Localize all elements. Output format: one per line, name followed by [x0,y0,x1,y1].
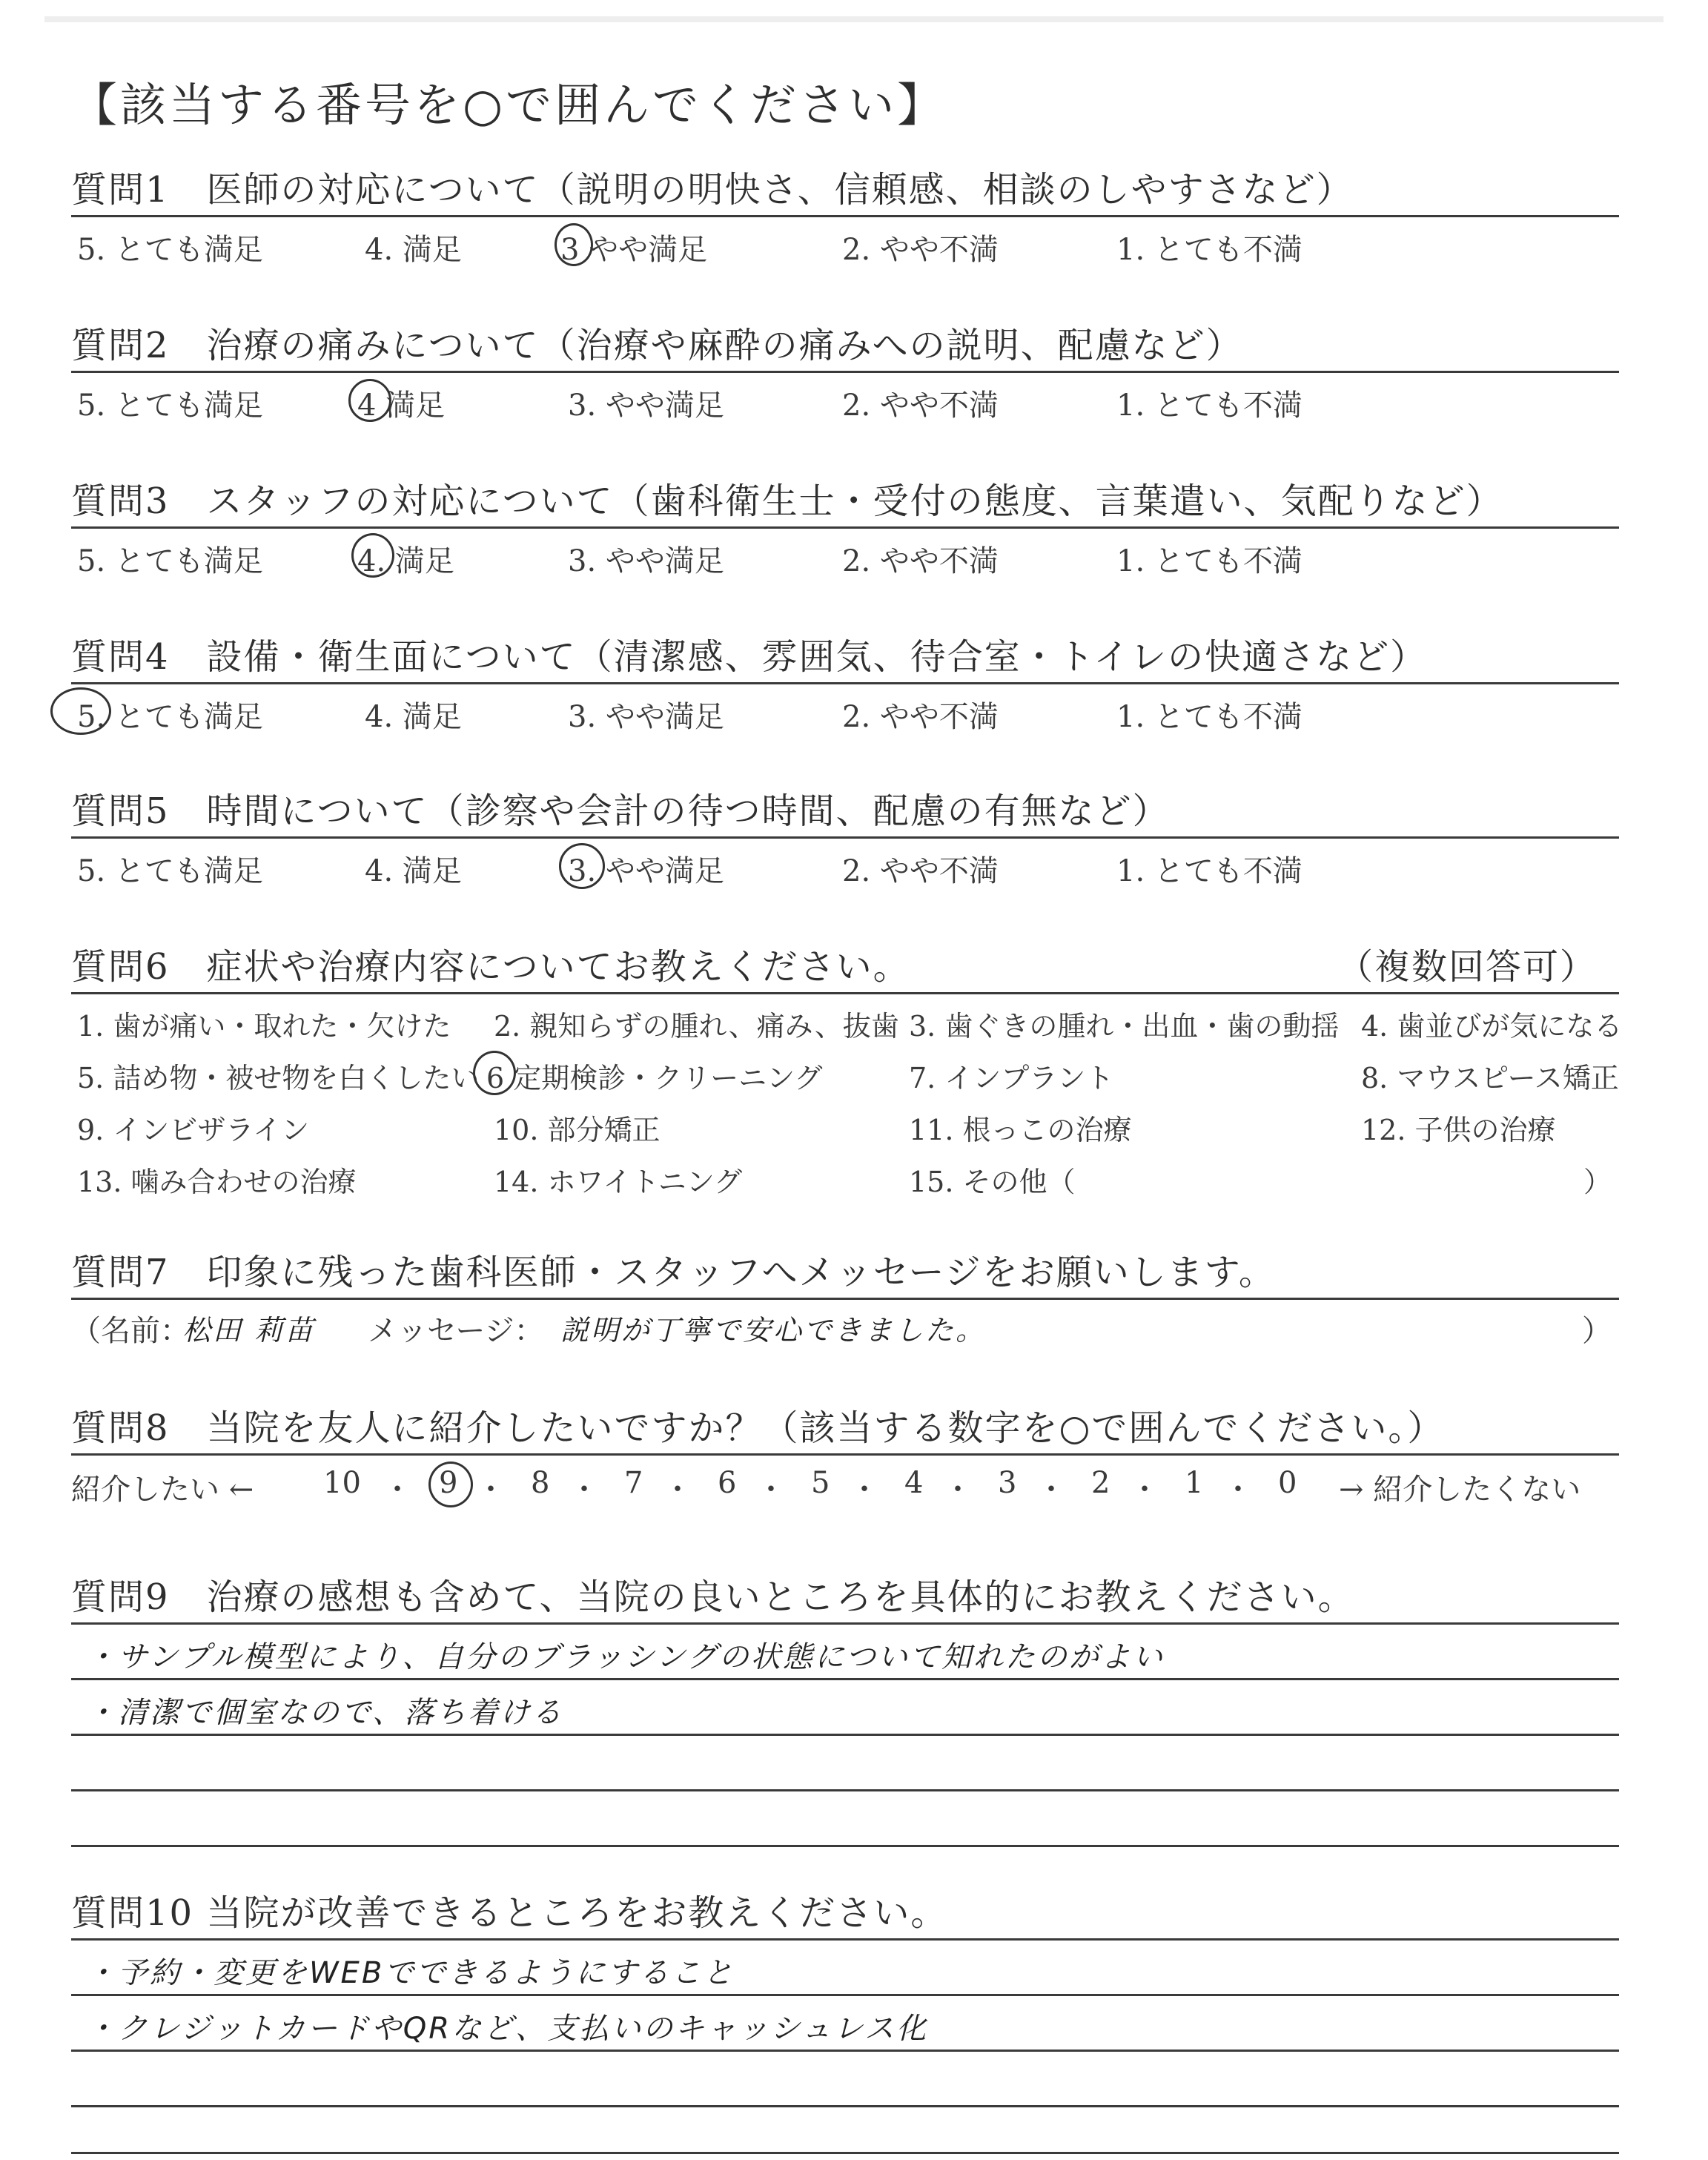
scale-left-label: 紹介したい ← [71,1473,254,1507]
answer-text: ・サンプル模型により、自分のブラッシングの状態について知れたのがよい [86,1640,1165,1674]
option-4[interactable]: 4. 満足 [365,233,462,267]
question-3-title: 質問3 スタッフの対応について（歯科衛生士・受付の態度、言葉遣い、気配りなど） [71,480,1503,522]
scale-3[interactable]: 3 [998,1466,1017,1500]
question-3 [71,476,1619,587]
scale-right-label: → 紹介したくない [1339,1473,1581,1507]
question-9-title: 質問9 治療の感想も含めて、当院の良いところを具体的にお教えください。 [71,1576,1355,1618]
message-field[interactable]: 説明が丁寧で安心できました。 [560,1314,987,1347]
option-4[interactable]: 4. 満足 [365,700,462,734]
question-5-options [71,839,1619,896]
answer-line[interactable] [71,1625,1619,1680]
option-5[interactable]: 5. とても満足 [77,854,263,888]
scale-2[interactable]: 2 [1091,1466,1110,1500]
question-10 [71,1888,1619,2154]
answer-line[interactable] [71,1680,1619,1736]
scale-7[interactable]: 7 [624,1466,643,1500]
question-6-title [71,942,1619,992]
scale-1[interactable]: 1 [1185,1466,1204,1500]
option-5[interactable]: 5. とても満足 [77,544,263,578]
option-11[interactable]: 11. 根っこの治療 [909,1114,1132,1146]
question-4-title: 質問4 設備・衛生面について（清潔感、雰囲気、待合室・トイレの快適さなど） [71,636,1428,678]
option-2[interactable]: 2. やや不満 [842,700,999,734]
question-7 [71,1247,1619,1352]
scale-dot: ・ [476,1473,506,1507]
option-5[interactable]: 5. とても満足 [77,700,263,734]
option-4[interactable]: 4. 満足 [357,544,454,578]
scale-dot: ・ [569,1473,599,1507]
question-4 [71,632,1619,742]
name-field[interactable]: 松田 莉苗 [182,1314,316,1347]
question-1-title: 質問1 医師の対応について（説明の明快さ、信頼感、相談のしやすさなど） [71,169,1354,211]
option-14[interactable]: 14. ホワイトニング [494,1166,743,1198]
scale-9[interactable]: 9 [439,1466,458,1500]
answer-line[interactable] [71,1736,1619,1791]
answer-text: ・クレジットカードやQRなど、支払いのキャッシュレス化 [86,2012,929,2046]
option-3[interactable]: 3. やや満足 [568,389,724,423]
message-label: メッセージ： [368,1314,544,1348]
option-2[interactable]: 2. やや不満 [842,389,999,423]
option-1[interactable]: 1. 歯が痛い・取れた・欠けた [77,1010,451,1043]
question-2-options [71,373,1619,431]
option-5[interactable]: 5. 詰め物・被せ物を白くしたい [77,1062,480,1094]
option-4[interactable]: 4. 歯並びが気になる [1361,1010,1623,1043]
option-3[interactable]: 3. やや満足 [568,854,724,888]
question-2 [71,320,1619,431]
scale-dot: ・ [943,1473,973,1507]
message-line [71,1300,1619,1352]
page-title: 【該当する番号を○で囲んでください】 [71,78,947,132]
name-label: （名前： [71,1314,190,1348]
answer-text: ・清潔で個室なので、落ち着ける [86,1696,564,1730]
option-3[interactable]: 3 やや満足 [560,233,708,267]
option-7[interactable]: 7. インプラント [909,1062,1114,1094]
option-3[interactable]: 3. やや満足 [568,700,724,734]
option-10[interactable]: 10. 部分矯正 [494,1114,661,1146]
answer-line[interactable] [71,1791,1619,1847]
scale-dot: ・ [383,1473,412,1507]
option-2[interactable]: 2. 親知らずの腫れ、痛み、抜歯 [494,1010,899,1043]
answer-line[interactable] [71,1941,1619,1996]
option-15[interactable]: 15. その他（ [909,1166,1076,1198]
question-8 [71,1403,1619,1515]
scale-dot: ・ [1130,1473,1159,1507]
scale-10[interactable]: 10 [323,1466,361,1500]
scale-5[interactable]: 5 [811,1466,830,1500]
option-1[interactable]: 1. とても不満 [1116,233,1302,267]
option-5[interactable]: 5. とても満足 [77,389,263,423]
question-7-title: 質問7 印象に残った歯科医師・スタッフへメッセージをお願いします。 [71,1252,1276,1293]
answer-text: ・予約・変更をWEBでできるようにすること [86,1956,735,1990]
question-6 [71,942,1623,1217]
scale-dot: ・ [756,1473,786,1507]
option-6[interactable]: 6 定期検診・クリーニング [486,1062,823,1094]
answer-line[interactable] [71,1996,1619,2052]
scale-dot: ・ [850,1473,879,1507]
option-13[interactable]: 13. 噛み合わせの治療 [77,1166,357,1198]
scale-dot: ・ [1036,1473,1066,1507]
option-5[interactable]: 5. とても満足 [77,233,263,267]
close-paren: ） [1582,1314,1612,1348]
question-1 [71,165,1619,275]
scale-4[interactable]: 4 [904,1466,924,1500]
recommend-scale [71,1456,1619,1515]
question-8-title: 質問8 当院を友人に紹介したいですか？（該当する数字を○で囲んでください。） [71,1407,1445,1449]
option-4[interactable]: 4. 満足 [365,854,462,888]
question-10-title: 質問10 当院が改善できるところをお教えください。 [71,1892,948,1934]
scale-8[interactable]: 8 [531,1466,550,1500]
close-paren: ） [1583,1166,1612,1198]
question-5-title: 質問5 時間について（診察や会計の待つ時間、配慮の有無など） [71,790,1170,832]
option-1[interactable]: 1. とても不満 [1116,544,1302,578]
question-3-options [71,529,1619,587]
question-6-options [71,994,1623,1217]
question-4-options [71,684,1619,742]
question-9 [71,1572,1619,1847]
option-3[interactable]: 3. やや満足 [568,544,724,578]
question-5 [71,786,1619,896]
answer-line[interactable] [71,2052,1619,2107]
option-3[interactable]: 3. 歯ぐきの腫れ・出血・歯の動揺 [909,1010,1340,1043]
question-2-title: 質問2 治療の痛みについて（治療や麻酔の痛みへの説明、配慮など） [71,325,1243,366]
option-4[interactable]: 4 満足 [357,389,446,423]
scan-edge [44,16,1664,22]
scale-0[interactable]: 0 [1278,1466,1297,1500]
option-8[interactable]: 8. マウスピース矯正 [1361,1062,1619,1094]
option-1[interactable]: 1. とても不満 [1116,854,1302,888]
answer-line[interactable] [71,2107,1619,2154]
option-1[interactable]: 1. とても不満 [1116,700,1302,734]
multiple-answer-note: （複数回答可） [1337,946,1597,988]
question-6-title-text: 質問6 症状や治療内容についてお教えください。 [71,946,910,988]
option-2[interactable]: 2. やや不満 [842,854,999,888]
option-2[interactable]: 2. やや不満 [842,233,999,267]
option-1[interactable]: 1. とても不満 [1116,389,1302,423]
scale-6[interactable]: 6 [718,1466,737,1500]
scale-dot: ・ [1223,1473,1253,1507]
option-2[interactable]: 2. やや不満 [842,544,999,578]
scale-dot: ・ [663,1473,692,1507]
option-9[interactable]: 9. インビザライン [77,1114,310,1146]
question-1-options [71,217,1619,275]
option-12[interactable]: 12. 子供の治療 [1361,1114,1556,1146]
